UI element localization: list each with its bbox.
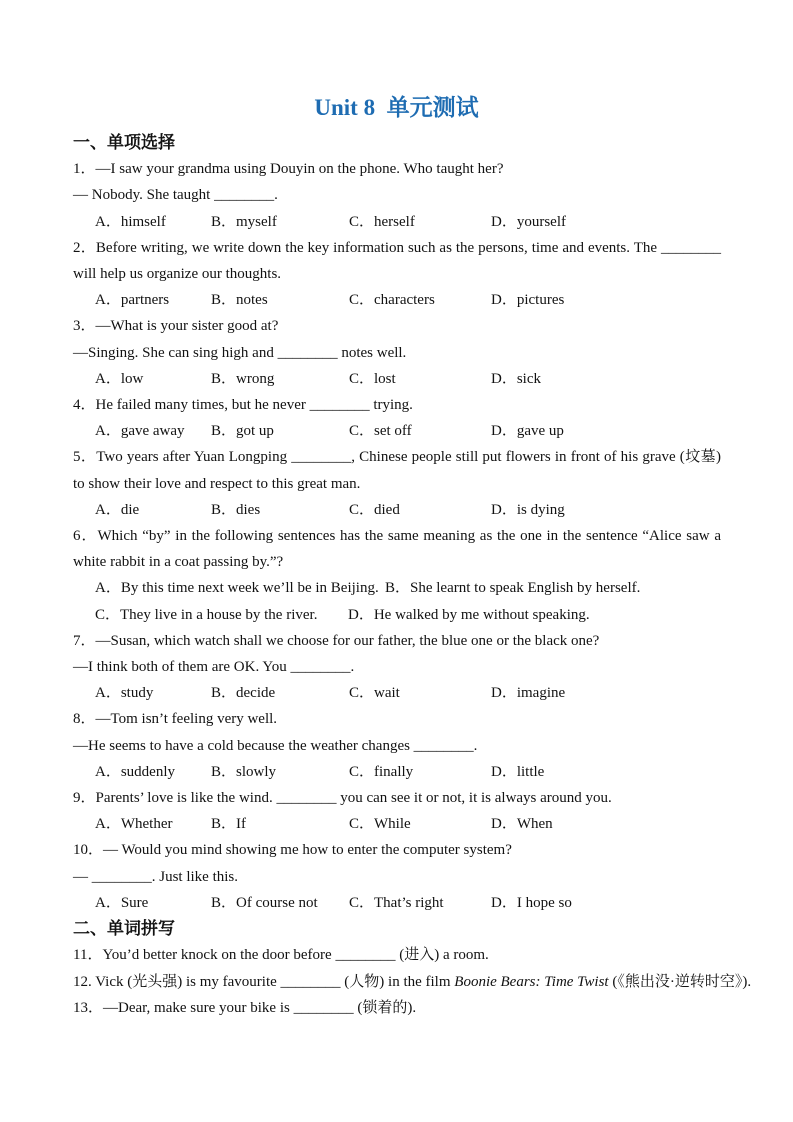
option-item: B．decide	[211, 685, 276, 702]
text-segment: 6．Which “by” in the following sentences has the same meaning as the one in the sentence “Alice saw a white rabbit in a coat passing by.”?	[73, 528, 721, 571]
options-row	[73, 418, 721, 444]
text-segment: 7．—Susan, which watch shall we choose for our father, the blue one or the black one?	[73, 632, 600, 649]
option-item: C．lost	[349, 370, 396, 387]
option-item: D．I hope so	[491, 894, 572, 911]
options-row	[73, 890, 721, 916]
text-segment: 8．—Tom isn’t feeling very well.	[73, 711, 278, 728]
option-item: A．low	[95, 370, 144, 387]
text-segment: 5．Two years after Yuan Longping ________, Chinese people still put flowers in front of his grave (坟墓) to show their love and respect to this great man.	[73, 449, 721, 492]
question-line	[73, 156, 721, 182]
option-item: A．By this time next week we’ll be in Beijing.	[95, 580, 379, 597]
page-title: Unit 8 单元测试	[314, 95, 479, 120]
option-item: A．partners	[95, 292, 170, 309]
option-item: B．got up	[211, 423, 274, 440]
option-item: A．Sure	[95, 894, 149, 911]
option-item: A．gave away	[95, 423, 185, 440]
options-row	[73, 759, 721, 785]
option-item: D．sick	[491, 370, 541, 387]
option-item: A．Whether	[95, 816, 173, 833]
text-segment: 3．—What is your sister good at?	[73, 318, 279, 335]
question-line	[73, 785, 721, 811]
option-item: C．died	[349, 501, 400, 518]
question-line	[73, 235, 721, 287]
text-segment: —I think both of them are OK. You ________.	[73, 659, 355, 676]
text-segment: —He seems to have a cold because the weather changes ________.	[73, 737, 478, 754]
text-segment: 1．—I saw your grandma using Douyin on the phone. Who taught her?	[73, 161, 504, 178]
question-line	[73, 182, 721, 208]
option-item: B．She learnt to speak English by herself.	[385, 580, 641, 597]
question-line	[73, 733, 721, 759]
section-heading: 一、单项选择	[73, 133, 175, 152]
options-row	[73, 811, 721, 837]
question-line	[73, 654, 721, 680]
text-segment: 2．Before writing, we write down the key information such as the persons, time and events. The ________ will help us organize our thoughts.	[73, 239, 721, 283]
option-item: D．pictures	[491, 292, 565, 309]
document-body	[73, 130, 752, 1021]
italic-text: Boonie Bears: Time Twist	[454, 973, 609, 990]
option-item: D．little	[491, 763, 545, 780]
question-line	[73, 864, 721, 890]
question-line	[73, 392, 721, 418]
option-item: A．suddenly	[95, 763, 175, 780]
options-row	[73, 602, 721, 628]
text-segment: (《熊出没·逆转时空》).	[608, 973, 752, 990]
option-item: A．study	[95, 685, 154, 702]
option-item: D．is dying	[491, 501, 565, 518]
text-segment: 12. Vick (光头强) is my favourite ________ (人物) in the film	[73, 973, 455, 990]
option-item: A．himself	[95, 213, 166, 230]
question-line	[73, 942, 721, 968]
option-item: B．dies	[211, 501, 261, 518]
question-line	[73, 995, 721, 1021]
option-item: D．When	[491, 816, 553, 833]
question-line	[73, 340, 721, 366]
options-row	[73, 575, 721, 601]
option-item: C．wait	[349, 685, 400, 702]
question-line	[73, 628, 721, 654]
question-line	[73, 444, 721, 496]
text-segment: 4．He failed many times, but he never ________ trying.	[73, 397, 413, 414]
option-item: B．notes	[211, 292, 268, 309]
question-line	[73, 523, 721, 575]
option-item: C．That’s right	[349, 894, 444, 911]
option-item: D．imagine	[491, 685, 566, 702]
option-item: D．gave up	[491, 423, 564, 440]
option-item: C．set off	[349, 423, 412, 440]
option-item: D．yourself	[491, 213, 566, 230]
options-row	[73, 680, 721, 706]
options-row	[73, 497, 721, 523]
options-row	[73, 366, 721, 392]
text-segment: 13．—Dear, make sure your bike is ________ (锁着的).	[73, 999, 417, 1016]
text-segment: 9．Parents’ love is like the wind. ________ you can see it or not, it is always around you.	[73, 790, 612, 807]
text-segment: —Singing. She can sing high and ________ notes well.	[73, 344, 407, 361]
option-item: C．finally	[349, 763, 414, 780]
question-line	[73, 706, 721, 732]
question-line	[73, 837, 721, 863]
option-item: B．slowly	[211, 763, 277, 780]
option-item: A．die	[95, 501, 140, 518]
text-segment: — ________. Just like this.	[73, 868, 239, 885]
options-row	[73, 287, 721, 313]
text-segment: 10．— Would you mind showing me how to enter the computer system?	[73, 842, 512, 859]
option-item: C．While	[349, 816, 411, 833]
question-line	[73, 313, 721, 339]
option-item: B．wrong	[211, 370, 275, 387]
option-item: D．He walked by me without speaking.	[348, 606, 590, 623]
text-segment: — Nobody. She taught ________.	[73, 187, 278, 204]
option-item: B．Of course not	[211, 894, 318, 911]
option-item: B．myself	[211, 213, 277, 230]
option-item: C．characters	[349, 292, 435, 309]
option-item: C．herself	[349, 213, 415, 230]
option-item: B．If	[211, 816, 246, 833]
options-row	[73, 209, 721, 235]
option-item: C．They live in a house by the river.	[95, 606, 318, 623]
section-heading: 二、单词拼写	[73, 919, 175, 939]
question-line	[73, 969, 752, 995]
text-segment: 11．You’d better knock on the door before ________ (进入) a room.	[73, 947, 489, 964]
